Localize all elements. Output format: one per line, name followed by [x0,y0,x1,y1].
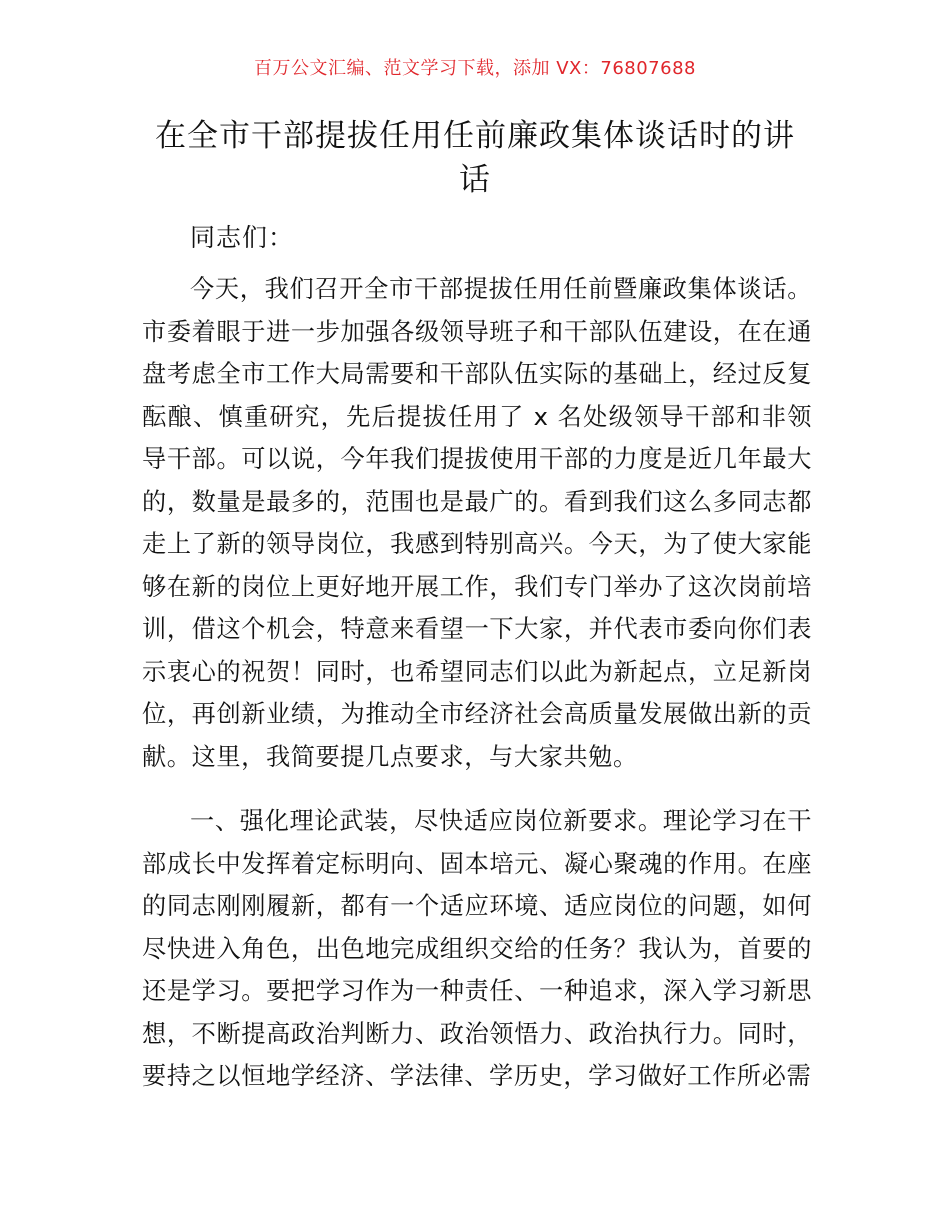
document-title: 在全市干部提拔任用任前廉政集体谈话时的讲话 [155,118,795,198]
salutation: 同志们： [190,223,295,252]
header-banner: 百万公文汇编、范文学习下载，添加 VX：76807688 [254,58,696,79]
body-paragraph: 今天，我们召开全市干部提拔任用任前暨廉政集体谈话。市委着眼于进一步加强各级领导班子和干部队伍建设，在在通盘考虑全市工作大局需要和干部队伍实际的基础上，经过反复酝酿、慎重研究，先后提拔任用了 x 名处级领导干部和非领导干部。可以说，今年我们提拔使用干部的力度是近几年最大的，数量是最多的，范围也是最广的。看到我们这么多同志都走上了新的领导岗位，我感到特别高兴。今天，为了使大家能够在新的岗位上更好地开展工作，我们专门举办了这次岗前培训，借这个机会，特意来看望一下大家，并代表市委向你们表示衷心的祝贺！同时，也希望同志们以此为新起点，立足新岗位，再创新业绩，为推动全市经济社会高质量发展做出新的贡献。这里，我简要提几点要求，与大家共勉。 [142,275,812,771]
body-paragraph: 一、强化理论武装，尽快适应岗位新要求。理论学习在干部成长中发挥着定标明向、固本培元、凝心聚魂的作用。在座的同志刚刚履新，都有一个适应环境、适应岗位的问题，如何尽快进入角色，出色地完成组织交给的任务？我认为，首要的还是学习。要把学习作为一种责任、一种追求，深入学习新思想，不断提高政治判断力、政治领悟力、政治执行力。同时，要持之以恒地学经济、学法律、学历史，学习做好工作所必需 [142,807,812,1090]
